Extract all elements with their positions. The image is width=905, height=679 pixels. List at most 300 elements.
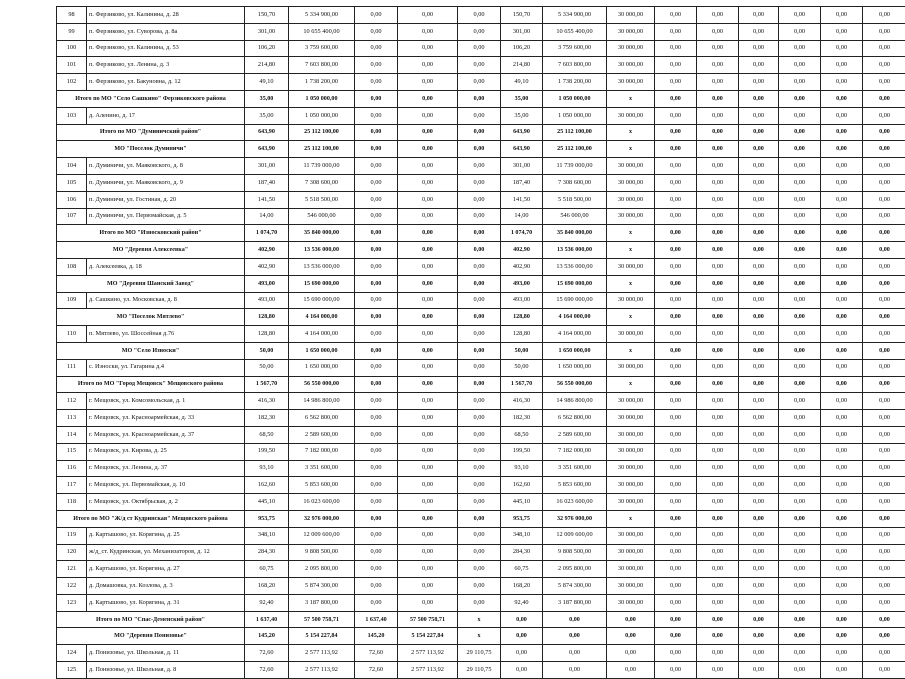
value-cell: 0,00 (398, 57, 458, 74)
value-cell: 14 986 800,00 (543, 393, 607, 410)
value-cell: 0,00 (779, 275, 821, 292)
value-cell: 0,00 (458, 561, 501, 578)
value-cell: 30 000,00 (607, 23, 655, 40)
value-cell: 30 000,00 (607, 594, 655, 611)
value-cell: 0,00 (697, 342, 739, 359)
value-cell: 0,00 (355, 40, 398, 57)
value-cell: 0,00 (655, 376, 697, 393)
value-cell: 0,00 (697, 326, 739, 343)
address-cell: п. Думиничи, ул. Маяковского, д. 8 (87, 158, 245, 175)
value-cell: 0,00 (398, 74, 458, 91)
value-cell: 60,75 (501, 561, 543, 578)
value-cell: 0,00 (779, 242, 821, 259)
value-cell: 0,00 (821, 158, 863, 175)
address-cell: п. Думиничи, ул. Первомайская, д. 5 (87, 208, 245, 225)
value-cell: 0,00 (739, 174, 779, 191)
value-cell: 32 976 000,00 (289, 510, 355, 527)
value-cell: 0,00 (655, 191, 697, 208)
value-cell: 0,00 (355, 309, 398, 326)
value-cell: 0,00 (398, 309, 458, 326)
value-cell: 0,00 (863, 410, 905, 427)
value-cell: 0,00 (739, 292, 779, 309)
value-cell: 0,00 (655, 594, 697, 611)
value-cell: 0,00 (863, 561, 905, 578)
value-cell: 0,00 (821, 662, 863, 679)
value-cell: 72,60 (355, 662, 398, 679)
value-cell: 0,00 (697, 578, 739, 595)
table-row (57, 443, 905, 460)
table-row (57, 494, 905, 511)
value-cell: 0,00 (779, 225, 821, 242)
value-cell: 0,00 (863, 242, 905, 259)
value-cell: 0,00 (398, 242, 458, 259)
value-cell: x (607, 510, 655, 527)
value-cell: 301,00 (501, 158, 543, 175)
group-title-cell: Итого по МО "Спас-Деменский район" (57, 611, 245, 628)
value-cell: 162,60 (501, 477, 543, 494)
row-number-cell: 123 (57, 594, 87, 611)
value-cell: 7 308 600,00 (289, 174, 355, 191)
value-cell: 0,00 (655, 242, 697, 259)
value-cell: 0,00 (697, 376, 739, 393)
value-cell: 0,00 (779, 393, 821, 410)
value-cell: 0,00 (779, 561, 821, 578)
value-cell: 0,00 (697, 124, 739, 141)
value-cell: 0,00 (779, 191, 821, 208)
value-cell: 0,00 (458, 376, 501, 393)
value-cell: 5 334 900,00 (289, 7, 355, 24)
value-cell: 30 000,00 (607, 174, 655, 191)
value-cell: 0,00 (398, 225, 458, 242)
value-cell: 0,00 (655, 90, 697, 107)
table-row (57, 74, 905, 91)
value-cell: 0,00 (655, 309, 697, 326)
value-cell: 0,00 (355, 527, 398, 544)
value-cell: 0,00 (739, 460, 779, 477)
value-cell: 0,00 (821, 107, 863, 124)
value-cell: 0,00 (779, 208, 821, 225)
value-cell: 0,00 (655, 74, 697, 91)
value-cell: 168,20 (501, 578, 543, 595)
value-cell: 0,00 (458, 141, 501, 158)
value-cell: 0,00 (739, 107, 779, 124)
value-cell: 0,00 (655, 141, 697, 158)
value-cell: 0,00 (821, 494, 863, 511)
value-cell: 348,10 (245, 527, 289, 544)
value-cell: 0,00 (739, 342, 779, 359)
value-cell: 32 976 000,00 (543, 510, 607, 527)
value-cell: x (607, 90, 655, 107)
value-cell: 0,00 (655, 662, 697, 679)
value-cell: 2 589 600,00 (289, 426, 355, 443)
value-cell: 145,20 (355, 628, 398, 645)
value-cell: 1 074,70 (245, 225, 289, 242)
value-cell: 0,00 (697, 158, 739, 175)
value-cell: 0,00 (863, 393, 905, 410)
value-cell: 0,00 (398, 561, 458, 578)
value-cell: 0,00 (863, 594, 905, 611)
value-cell: 0,00 (398, 292, 458, 309)
value-cell: 0,00 (398, 460, 458, 477)
value-cell: 0,00 (398, 23, 458, 40)
value-cell: 0,00 (398, 410, 458, 427)
table-body (57, 7, 905, 679)
value-cell: 0,00 (779, 510, 821, 527)
value-cell: 3 187 800,00 (289, 594, 355, 611)
value-cell: 416,30 (501, 393, 543, 410)
value-cell: 0,00 (355, 57, 398, 74)
value-cell: 0,00 (697, 628, 739, 645)
subtotal-row (57, 376, 905, 393)
value-cell: 57 500 758,71 (289, 611, 355, 628)
value-cell: 0,00 (739, 242, 779, 259)
value-cell: 128,80 (245, 309, 289, 326)
value-cell: 25 112 100,00 (289, 124, 355, 141)
row-number-cell: 98 (57, 7, 87, 24)
table-row (57, 578, 905, 595)
value-cell: 0,00 (355, 7, 398, 24)
value-cell: 0,00 (739, 477, 779, 494)
address-cell: д. Алексеевка, д. 18 (87, 258, 245, 275)
value-cell: 0,00 (697, 225, 739, 242)
value-cell: 1 050 000,00 (543, 107, 607, 124)
subtotal-row (57, 141, 905, 158)
subtotal-row (57, 611, 905, 628)
value-cell: 0,00 (863, 426, 905, 443)
value-cell: 0,00 (863, 376, 905, 393)
value-cell: 214,80 (245, 57, 289, 74)
row-number-cell: 107 (57, 208, 87, 225)
table-row (57, 561, 905, 578)
value-cell: 0,00 (697, 90, 739, 107)
value-cell: 1 738 200,00 (289, 74, 355, 91)
value-cell: 0,00 (779, 174, 821, 191)
value-cell: 60,75 (245, 561, 289, 578)
value-cell: 0,00 (821, 74, 863, 91)
value-cell: 0,00 (821, 611, 863, 628)
value-cell: 0,00 (779, 23, 821, 40)
row-number-cell: 111 (57, 359, 87, 376)
value-cell: 0,00 (458, 275, 501, 292)
value-cell: 0,00 (697, 443, 739, 460)
value-cell: 0,00 (655, 393, 697, 410)
value-cell: 0,00 (655, 57, 697, 74)
value-cell: 0,00 (655, 494, 697, 511)
value-cell: 10 655 400,00 (543, 23, 607, 40)
value-cell: 30 000,00 (607, 460, 655, 477)
value-cell: 1 738 200,00 (543, 74, 607, 91)
value-cell: 0,00 (779, 410, 821, 427)
value-cell: x (458, 628, 501, 645)
row-number-cell: 102 (57, 74, 87, 91)
value-cell: x (607, 275, 655, 292)
value-cell: 0,00 (458, 594, 501, 611)
value-cell: 493,00 (245, 275, 289, 292)
table-row (57, 393, 905, 410)
value-cell: 5 154 227,84 (398, 628, 458, 645)
value-cell: 1 567,70 (245, 376, 289, 393)
address-cell: г. Мещовск, ул. Комсомольская, д. 1 (87, 393, 245, 410)
value-cell: 35,00 (501, 107, 543, 124)
value-cell: 56 550 000,00 (543, 376, 607, 393)
value-cell: 0,00 (398, 393, 458, 410)
value-cell: 0,00 (398, 208, 458, 225)
value-cell: 0,00 (355, 326, 398, 343)
address-cell: д. Сашкино, ул. Московская, д. 8 (87, 292, 245, 309)
value-cell: 0,00 (821, 527, 863, 544)
value-cell: 0,00 (398, 7, 458, 24)
value-cell: 0,00 (697, 258, 739, 275)
document-page (56, 6, 856, 679)
value-cell: x (607, 309, 655, 326)
value-cell: 14,00 (245, 208, 289, 225)
value-cell: 0,00 (458, 494, 501, 511)
value-cell: 0,00 (821, 258, 863, 275)
value-cell: 3 759 600,00 (289, 40, 355, 57)
address-cell: п. Ферзиково, ул. Калинина, д. 28 (87, 7, 245, 24)
address-cell: п. Ферзиково, ул. Бакуновна, д. 12 (87, 74, 245, 91)
value-cell: 0,00 (697, 107, 739, 124)
value-cell: 0,00 (398, 359, 458, 376)
table-row (57, 645, 905, 662)
value-cell: 29 110,75 (458, 645, 501, 662)
value-cell: 50,00 (245, 359, 289, 376)
value-cell: 13 536 000,00 (289, 258, 355, 275)
value-cell: 187,40 (501, 174, 543, 191)
value-cell: 0,00 (779, 611, 821, 628)
value-cell: 11 739 000,00 (543, 158, 607, 175)
value-cell: 0,00 (779, 57, 821, 74)
value-cell: 0,00 (458, 158, 501, 175)
value-cell: 5 518 500,00 (289, 191, 355, 208)
value-cell: 643,90 (245, 141, 289, 158)
value-cell: 0,00 (779, 460, 821, 477)
value-cell: 0,00 (398, 326, 458, 343)
value-cell: 56 550 000,00 (289, 376, 355, 393)
row-number-cell: 108 (57, 258, 87, 275)
value-cell: 301,00 (501, 23, 543, 40)
value-cell: 0,00 (697, 426, 739, 443)
address-cell: г. Мещовск, ул. Первомайская, д. 10 (87, 477, 245, 494)
value-cell: 284,30 (501, 544, 543, 561)
value-cell: 0,00 (821, 460, 863, 477)
address-cell: п. Ферзиково, ул. Суворова, д. 8а (87, 23, 245, 40)
value-cell: 0,00 (458, 326, 501, 343)
value-cell: 0,00 (779, 258, 821, 275)
value-cell: 0,00 (355, 242, 398, 259)
row-number-cell: 106 (57, 191, 87, 208)
value-cell: 0,00 (697, 141, 739, 158)
value-cell: 0,00 (543, 611, 607, 628)
value-cell: 0,00 (398, 477, 458, 494)
row-number-cell: 112 (57, 393, 87, 410)
value-cell: 0,00 (543, 645, 607, 662)
value-cell: 0,00 (739, 7, 779, 24)
value-cell: 0,00 (697, 594, 739, 611)
value-cell: 0,00 (821, 443, 863, 460)
value-cell: 643,90 (501, 141, 543, 158)
value-cell: 0,00 (458, 510, 501, 527)
value-cell: 0,00 (863, 645, 905, 662)
value-cell: 0,00 (863, 90, 905, 107)
value-cell: 0,00 (821, 510, 863, 527)
value-cell: 0,00 (697, 611, 739, 628)
value-cell: 0,00 (543, 628, 607, 645)
value-cell: 0,00 (821, 376, 863, 393)
value-cell: 1 650 000,00 (543, 342, 607, 359)
value-cell: 9 808 500,00 (289, 544, 355, 561)
value-cell: 0,00 (821, 275, 863, 292)
value-cell: 0,00 (655, 611, 697, 628)
value-cell: 5 518 500,00 (543, 191, 607, 208)
value-cell: 0,00 (739, 191, 779, 208)
subtotal-row (57, 309, 905, 326)
value-cell: 128,80 (501, 326, 543, 343)
value-cell: 0,00 (821, 477, 863, 494)
value-cell: 0,00 (821, 7, 863, 24)
value-cell: 493,00 (501, 292, 543, 309)
value-cell: 0,00 (821, 23, 863, 40)
value-cell: 0,00 (355, 208, 398, 225)
value-cell: 0,00 (398, 124, 458, 141)
row-number-cell: 100 (57, 40, 87, 57)
value-cell: 0,00 (697, 510, 739, 527)
value-cell: 57 500 758,71 (398, 611, 458, 628)
value-cell: 0,00 (863, 494, 905, 511)
value-cell: 402,90 (501, 242, 543, 259)
row-number-cell: 101 (57, 57, 87, 74)
value-cell: 0,00 (779, 74, 821, 91)
value-cell: 0,00 (739, 258, 779, 275)
value-cell: 0,00 (655, 275, 697, 292)
value-cell: 0,00 (779, 527, 821, 544)
row-number-cell: 103 (57, 107, 87, 124)
value-cell: 0,00 (458, 40, 501, 57)
address-cell: д. Понизовье, ул. Школьная, д. 8 (87, 662, 245, 679)
address-cell: п. Ферзиково, ул. Калинина, д. 53 (87, 40, 245, 57)
value-cell: 0,00 (458, 208, 501, 225)
value-cell: 0,00 (863, 662, 905, 679)
value-cell: 30 000,00 (607, 208, 655, 225)
table-row (57, 662, 905, 679)
value-cell: 0,00 (697, 561, 739, 578)
value-cell: 0,00 (398, 40, 458, 57)
value-cell: 0,00 (655, 510, 697, 527)
value-cell: 0,00 (458, 242, 501, 259)
value-cell: 4 164 000,00 (543, 309, 607, 326)
table-row (57, 359, 905, 376)
value-cell: 1 637,40 (355, 611, 398, 628)
value-cell: 0,00 (355, 393, 398, 410)
table-row (57, 292, 905, 309)
value-cell: 0,00 (739, 141, 779, 158)
value-cell: 546 000,00 (289, 208, 355, 225)
row-number-cell: 121 (57, 561, 87, 578)
table-row (57, 57, 905, 74)
value-cell: 0,00 (821, 594, 863, 611)
table-row (57, 594, 905, 611)
value-cell: 35,00 (245, 107, 289, 124)
value-cell: 0,00 (821, 544, 863, 561)
row-number-cell: 118 (57, 494, 87, 511)
value-cell: 0,00 (655, 477, 697, 494)
value-cell: 0,00 (739, 410, 779, 427)
value-cell: 0,00 (697, 460, 739, 477)
value-cell: 7 603 800,00 (289, 57, 355, 74)
value-cell: 0,00 (821, 141, 863, 158)
value-cell: 0,00 (655, 410, 697, 427)
value-cell: 0,00 (863, 141, 905, 158)
value-cell: 3 759 600,00 (543, 40, 607, 57)
value-cell: 0,00 (697, 174, 739, 191)
value-cell: 0,00 (779, 376, 821, 393)
value-cell: 0,00 (355, 376, 398, 393)
value-cell: 0,00 (739, 158, 779, 175)
value-cell: 0,00 (398, 191, 458, 208)
value-cell: 0,00 (863, 158, 905, 175)
value-cell: 0,00 (398, 158, 458, 175)
value-cell: 0,00 (739, 561, 779, 578)
value-cell: 5 154 227,84 (289, 628, 355, 645)
value-cell: 0,00 (863, 292, 905, 309)
group-title-cell: МО "Деревня Понизовье" (57, 628, 245, 645)
address-cell: г. Мещовск, ул. Октябрьская, д. 2 (87, 494, 245, 511)
value-cell: 1 637,40 (245, 611, 289, 628)
value-cell: 0,00 (697, 477, 739, 494)
value-cell: 0,00 (355, 158, 398, 175)
value-cell: 4 164 000,00 (289, 309, 355, 326)
value-cell: 0,00 (607, 628, 655, 645)
value-cell: 0,00 (355, 275, 398, 292)
value-cell: 0,00 (458, 191, 501, 208)
value-cell: 0,00 (398, 174, 458, 191)
value-cell: 0,00 (779, 662, 821, 679)
value-cell: 1 650 000,00 (289, 359, 355, 376)
group-title-cell: Итого по МО "Село Сашкино" Ферзиковского района (57, 90, 245, 107)
value-cell: 30 000,00 (607, 74, 655, 91)
value-cell: 93,10 (501, 460, 543, 477)
value-cell: 30 000,00 (607, 191, 655, 208)
row-number-cell: 125 (57, 662, 87, 679)
value-cell: 12 009 600,00 (289, 527, 355, 544)
value-cell: 106,20 (501, 40, 543, 57)
value-cell: 0,00 (739, 90, 779, 107)
value-cell: 199,50 (501, 443, 543, 460)
value-cell: 0,00 (458, 544, 501, 561)
value-cell: 0,00 (697, 242, 739, 259)
value-cell: 0,00 (355, 410, 398, 427)
value-cell: 0,00 (821, 326, 863, 343)
value-cell: 3 351 600,00 (543, 460, 607, 477)
value-cell: 0,00 (697, 292, 739, 309)
value-cell: 14 986 800,00 (289, 393, 355, 410)
value-cell: 50,00 (501, 359, 543, 376)
row-number-cell: 109 (57, 292, 87, 309)
value-cell: 0,00 (355, 510, 398, 527)
value-cell: 0,00 (355, 141, 398, 158)
value-cell: 0,00 (863, 191, 905, 208)
value-cell: 0,00 (458, 7, 501, 24)
value-cell: 72,60 (245, 645, 289, 662)
table-row (57, 527, 905, 544)
address-cell: п. Ферзиково, ул. Ленина, д. 3 (87, 57, 245, 74)
value-cell: 0,00 (607, 662, 655, 679)
group-title-cell: МО "Поселок Думиничи" (57, 141, 245, 158)
value-cell: 0,00 (355, 90, 398, 107)
value-cell: 0,00 (863, 7, 905, 24)
subtotal-row (57, 628, 905, 645)
value-cell: 0,00 (821, 628, 863, 645)
